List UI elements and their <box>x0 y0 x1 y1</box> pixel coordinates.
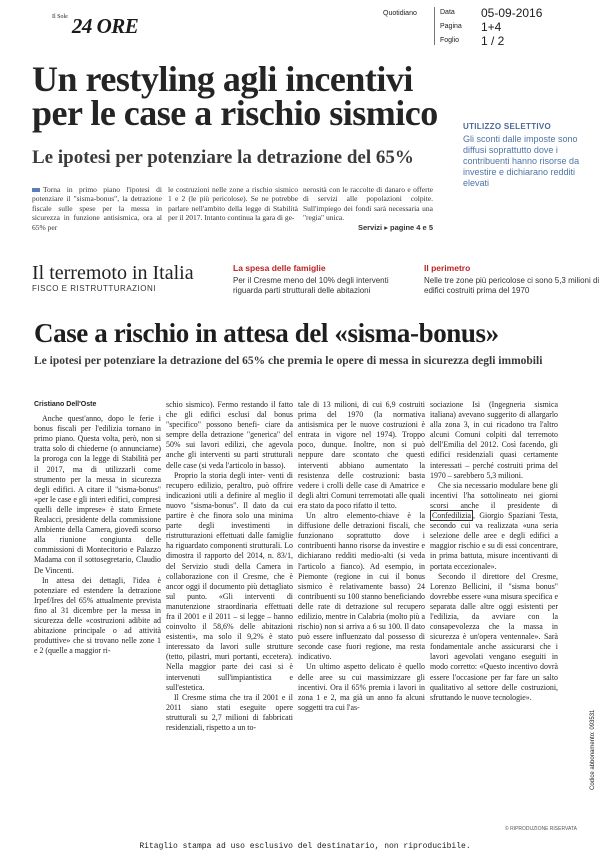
date-label: Data <box>440 9 455 16</box>
clipping-footer: Ritaglio stampa ad uso esclusivo del destinatario, non riproducibile. <box>139 842 471 851</box>
article-col4-p2 <box>430 481 558 572</box>
article-col4-p2-post: , Giorgio Spaziani Testa, secondo cui va realizzata «una seria selezione delle aree e degli edifici a maggior rischio e su di essi concentrare, in prima battuta, misure incentivanti di portata eccezionale». <box>430 511 558 571</box>
date-value: 05-09-2016 <box>481 6 543 20</box>
top-subheadline: Le ipotesi per potenziare la detrazione del 65% <box>32 147 414 168</box>
top-headline-line1: Un restyling agli incentivi <box>32 59 413 99</box>
page-label: Pagina <box>440 23 462 30</box>
newspaper-logo <box>52 14 138 39</box>
section-marker-icon <box>32 188 40 192</box>
side-callout-heading: UTILIZZO SELETTIVO <box>463 122 552 131</box>
highlighted-keyword: Confedilizia <box>432 511 472 521</box>
section-title: Il terremoto in Italia <box>32 262 194 284</box>
main-subheadline: Le ipotesi per potenziare la detrazione del 65% che premia le opere di messa in sicurezza degli immobili <box>34 355 543 367</box>
article-col4 <box>430 400 558 703</box>
top-story-col3-text: nerosità con le raccolte di danaro e offerte di servizi alle popolazioni colpite. Sull'impiego dei fondi sarà necessaria una "regia" unica. <box>303 185 433 223</box>
article-col1 <box>34 400 161 656</box>
article-col2-p3: Il Cresme stima che tra il 2001 e il 2011 siano stati eseguite opere strutturali su 2,7 milioni di fabbricati residenziali, rispetto a un to- <box>166 692 293 732</box>
top-headline <box>32 59 438 133</box>
subscription-code: Codice abbonamento: 093531 <box>590 709 596 790</box>
side-callout-text: Gli sconti dalle imposte sono diffusi soprattutto dove i contribuenti hanno risorse da investire e dichiarano redditi elevati <box>463 134 580 188</box>
top-story-col1-text: Torna in primo piano l'ipotesi di potenziare il "sisma-bonus", la detrazione fiscale sulle spese per la messa in sicurezza in funzione antisismica, ora al 65% per <box>32 185 162 232</box>
article-author: Cristiano Dell'Oste <box>34 401 97 408</box>
logo-small-text: Il Sole <box>52 14 68 20</box>
top-story-col2: le costruzioni nelle zone a rischio sismico 1 e 2 (le più pericolose). Se ne potrebbe parlare nell'ambito della legge di Stabilità per il 2017. Intanto continua la gara di ge- <box>168 185 298 223</box>
article-col4-p3: Secondo il direttore del Cresme, Lorenzo Bellicini, il "sisma bonus" dovrebbe essere «una misura specifica e separata dalle altre oggi esistenti per l'edilizia, da avviare con la consapevolezza che la massa in sicurezza è un'opera ventennale». Sarà fondamentale anche assicurarsi che i lavori agevolati vengano eseguiti in modo corretto: «Questo incentivo dovrà essere l'occasione per far fare un salto qualitativo al settore delle costruzioni, sfruttando le nuove tecnologie». <box>430 571 558 702</box>
top-story-col1 <box>32 185 162 232</box>
article-col3-p2: Un altro elemento-chiave è la diffusione delle detrazioni fiscali, che funzionano soprattutto dove i contribuenti hanno risorse da investire e dichiarano redditi medio-alti (si veda l'articolo a fianco). Ad esempio, in Piemonte (regione in cui il bonus sismico è relativamente basso) 24 contribuenti su 100 stanno beneficiando delle rate di detrazione sul recupero edilizio, mentre in Calabria (molto più a rischio) non si arriva a 6 su 100. Il dato può essere influenzato dal possesso di seconde case fuori regione, ma resta indicativo. <box>298 511 425 662</box>
sheet-value: 1 / 2 <box>481 34 505 48</box>
article-col3 <box>298 400 425 713</box>
article-col3-p1: tale di 13 milioni, di cui 6,9 costruiti prima del 1970 (la normativa antisismica per le nuove costruzioni è entrata in vigore nel 1974). Troppo poco, dunque. Inoltre, non si può neppure dare scontato che questi interventi abbiano aumentato la resistenza delle costruzioni: basta vedere i crolli delle case di Amatrice e degli altri Comuni terremotati alle quali era stato da poco rifatto il tetto. <box>298 400 425 510</box>
box1-heading: La spesa delle famiglie <box>233 263 326 273</box>
article-col3-p3: Un ultimo aspetto delicato è quello delle aree su cui massimizzare gli incentivi. Ora il 65% premia i lavori in zona 1 e 2, ma già un anno fa alcuni soggetti tra cui l'as- <box>298 662 425 712</box>
article-col4-p1: sociazione Isi (Ingegneria sismica italiana) avevano suggerito di allargarlo alla zona 3, in cui ricadono tra l'altro alcuni Comuni colpiti dal terremoto dell'Emilia del 2012. Così facendo, gli edifici residenziali quasi certamente interessati – perché costruiti prima del 1970 – sarebbero 5,3 milioni. <box>430 400 558 480</box>
article-col4-p2-pre: Che sia necessario modulare bene gli incentivi l'ha sottolineato nei giorni scorsi anche il presidente di <box>430 480 558 510</box>
article-col2-p1: schio sismico). Fermo restando il fatto che gli edifici esclusi dal bonus "specifico" possono benefi- ciare da sempre della detrazione "generica" del 50% sui lavori edilizi, che agevola anche gli interventi su parti strutturali delle case (si veda l'articolo in basso). <box>166 400 293 470</box>
main-headline: Case a rischio in attesa del «sisma-bonus» <box>34 318 499 348</box>
article-col1-p2: In attesa dei dettagli, l'idea è potenziare ed estendere la detrazione Irpef/Ires del 65% attualmente prevista fino al 31 dicembre per la messa in sicurezza delle «costruzioni adibite ad abitazione principale o ad attività produttive» che si trovano nelle zone 1 e 2 (quelle a maggior ri- <box>34 575 161 656</box>
servizi-reference: Servizi ▸ pagine 4 e 5 <box>357 222 433 232</box>
box2-heading: Il perimetro <box>424 263 471 273</box>
article-col1-p1: Anche quest'anno, dopo le ferie i bonus fiscali per l'edilizia tornano in primo piano. Questa volta, però, non si tratta solo di chiederne (o annunciarne) la proroga con la legge di Stabilità per il 2017, ma di utilizzarli come strumento per la messa in sicurezza degli edifici. A citare il "sisma-bonus" «per le case e gli interi edifici, compresi quelli delle imprese» è stato Ermete Realacci, presidente della commissione Ambiente della Camera, giovedì scorso alla riunione congiunta delle commissioni di Montecitorio e Palazzo Madama con il sottosegretario, Claudio De Vincenti. <box>34 414 161 575</box>
side-callout <box>463 122 598 189</box>
publication-type: Quotidiano <box>383 10 417 17</box>
article-col2-p2: Proprio la storia degli inter- venti di recupero edilizio, peraltro, può offrire indicazioni utili a definire al meglio il nuovo "sisma-bonus". Il dato da cui partire è che finora solo una minima parte degli investimenti in ristrutturazioni effettuati dalle famiglie ha riguardato componenti strutturali. Lo dimostra il rapporto del 2014, n. 83/1, del Servizio studi della Camera in collaborazione con il Cresme, che è ancor oggi il documento più dettagliato sul punto. «Gli interventi di manutenzione straordinaria effettuati fra il 2001 e il 2011 – si legge – hanno coinvolto il 58,6% delle abitazioni esistenti», ma solo il 9,2% è stato interessato da lavori sulle strutture (tetto, pilastri, muri portanti, eccetera). Nella maggior parte dei casi si è intervenuti sull'impiantistica e sull'estetica. <box>166 470 293 692</box>
section-subtitle: FISCO E RISTRUTTURAZIONI <box>32 284 156 293</box>
clipping-meta-box <box>434 6 585 48</box>
page-value: 1+4 <box>481 20 502 34</box>
top-story-col3 <box>303 185 433 232</box>
article-col2 <box>166 400 293 733</box>
box2-text: Nelle tre zone più pericolose ci sono 5,3 milioni di edifici costruiti prima del 1970 <box>424 276 600 295</box>
top-headline-line2: per le case a rischio sismico <box>32 93 438 133</box>
reproduction-notice: © RIPRODUZIONE RISERVATA <box>505 826 577 832</box>
logo-main-text: 24 ORE <box>71 14 139 38</box>
box1-text: Per il Cresme meno del 10% degli interventi riguarda parti strutturali delle abitazioni <box>233 276 389 295</box>
sheet-label: Foglio <box>440 37 460 44</box>
